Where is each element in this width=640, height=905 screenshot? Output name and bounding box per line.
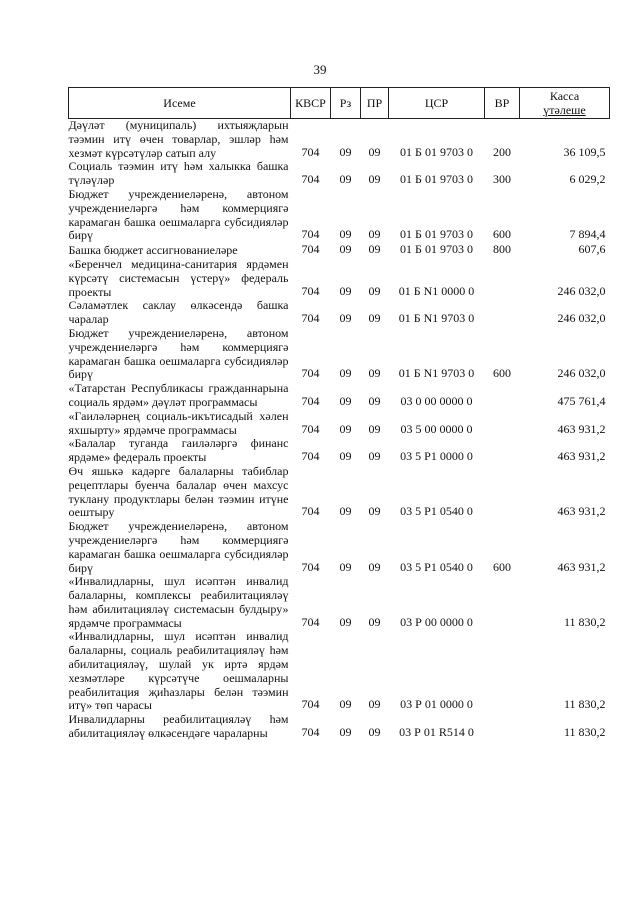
row-kassa: 463 931,2 — [557, 449, 606, 464]
row-pr: 09 — [368, 311, 381, 326]
row-pr: 09 — [368, 283, 381, 298]
row-kassa: 6 029,2 — [569, 172, 606, 187]
row-name: Өч яшькә кадәрге балаларны табиблар рецептлары буенча балалар өчен махсус туклану продуктлары белән тәэмин итүне оештыру — [68, 463, 289, 520]
row-rz: 09 — [339, 393, 352, 408]
row-kassa: 7 894,4 — [569, 227, 606, 242]
row-kvsr: 704 — [301, 144, 320, 159]
row-vr — [485, 465, 520, 520]
row-vr — [485, 410, 520, 438]
row-rz: 09 — [339, 283, 352, 298]
row-vr — [485, 437, 520, 465]
row-name: Башка бюджет ассигнованиеләре — [68, 243, 238, 258]
row-csr: 03 Р 01 0000 0 — [400, 697, 473, 712]
row-kvsr: 704 — [301, 227, 320, 242]
row-kvsr: 704 — [301, 725, 320, 740]
row-kassa: 246 032,0 — [557, 366, 606, 381]
row-vr — [485, 630, 520, 713]
row-csr: 01 Б 01 9703 0 — [400, 172, 473, 187]
row-kassa: 463 931,2 — [557, 421, 606, 436]
row-csr: 03 0 00 0000 0 — [400, 393, 473, 408]
header-name: Исеме — [69, 88, 291, 119]
table-row — [69, 160, 610, 188]
row-vr: 600 — [493, 227, 511, 242]
table-row — [69, 119, 610, 161]
row-pr: 09 — [368, 227, 381, 242]
row-kvsr: 704 — [301, 366, 320, 381]
row-pr: 09 — [368, 614, 381, 629]
row-csr: 01 Б 01 9703 0 — [400, 144, 473, 159]
row-pr: 09 — [368, 172, 381, 187]
table-row — [69, 630, 610, 713]
row-rz: 09 — [339, 421, 352, 436]
row-pr: 09 — [368, 697, 381, 712]
page-number: 39 — [313, 62, 327, 77]
row-pr: 09 — [368, 504, 381, 519]
row-kassa: 36 109,5 — [563, 144, 606, 159]
row-vr — [485, 382, 520, 410]
row-rz: 09 — [339, 227, 352, 242]
table-row — [69, 327, 610, 382]
row-name: Инвалидларны реабилитацияләү һәм абилитацияләү өлкәсендәге чараларны — [68, 712, 289, 741]
row-rz: 09 — [339, 504, 352, 519]
table-body — [69, 119, 610, 741]
row-kassa: 607,6 — [578, 242, 606, 257]
row-rz: 09 — [339, 614, 352, 629]
row-kvsr: 704 — [301, 283, 320, 298]
row-name: Дәүләт (муниципаль) ихтыяҗларын тәэмин итү өчен товарлар, эшләр һәм хезмәт күрсәтүләр сатып алу — [68, 118, 289, 160]
row-csr: 03 5 P1 0000 0 — [400, 449, 473, 464]
row-vr — [485, 299, 520, 327]
row-kassa: 11 830,2 — [563, 614, 606, 629]
table-row — [69, 465, 610, 520]
row-vr — [485, 258, 520, 299]
row-vr: 200 — [493, 144, 511, 159]
row-vr — [485, 713, 520, 741]
row-kassa: 246 032,0 — [557, 311, 606, 326]
row-kvsr: 704 — [301, 393, 320, 408]
row-pr: 09 — [368, 144, 381, 159]
row-csr: 01 Б 01 9703 0 — [400, 242, 473, 257]
row-name: «Балалар туганда гаиләләргә финанс ярдәме» федераль проекты — [68, 436, 289, 465]
row-rz: 09 — [339, 172, 352, 187]
row-name: Бюджет учреждениеләренә, автоном учреждениеләргә һәм коммерциягә карамаган башка оешмаларга субсидияләр бирү — [68, 186, 289, 243]
table-row — [69, 410, 610, 438]
row-csr: 03 Р 00 0000 0 — [400, 614, 473, 629]
row-vr: 600 — [493, 559, 511, 574]
row-csr: 01 Б 01 9703 0 — [400, 227, 473, 242]
table-row — [69, 437, 610, 465]
row-rz: 09 — [339, 725, 352, 740]
row-name: «Беренчел медицина-санитария ярдәмен күрсәтү системасын үстерү» федераль проекты — [68, 256, 289, 299]
row-kassa: 11 830,2 — [563, 697, 606, 712]
header-kvsr: КВСР — [291, 88, 331, 119]
row-kvsr: 704 — [301, 449, 320, 464]
row-name: «Гаиләләрнең социаль-икътисадый хәлен яхшырту» ярдәмче программасы — [68, 408, 289, 437]
row-kassa: 463 931,2 — [557, 504, 606, 519]
row-vr: 800 — [493, 242, 511, 257]
row-name: «Инвалидларны, шул исәптән инвалид балаларны, комплексы реабилитацияләү һәм абилитацияләү системасын булдыру» ярдәмче программасы — [68, 574, 289, 630]
row-vr — [485, 575, 520, 630]
row-vr: 600 — [493, 366, 511, 381]
row-kassa: 475 761,4 — [557, 393, 606, 408]
row-rz: 09 — [339, 697, 352, 712]
row-csr: 03 5 00 0000 0 — [400, 421, 473, 436]
row-pr: 09 — [368, 421, 381, 436]
row-rz: 09 — [339, 242, 352, 257]
row-kvsr: 704 — [301, 172, 320, 187]
row-kvsr: 704 — [301, 421, 320, 436]
row-kvsr: 704 — [301, 242, 320, 257]
row-rz: 09 — [339, 559, 352, 574]
row-kassa: 246 032,0 — [557, 283, 606, 298]
row-kvsr: 704 — [301, 504, 320, 519]
row-csr: 03 5 P1 0540 0 — [400, 559, 473, 574]
header-vr: ВР — [485, 88, 520, 119]
row-csr: 03 Р 01 R514 0 — [399, 725, 474, 740]
row-kvsr: 704 — [301, 697, 320, 712]
row-rz: 09 — [339, 311, 352, 326]
row-csr: 01 Б N1 9703 0 — [398, 366, 475, 381]
row-kvsr: 704 — [301, 311, 320, 326]
row-kvsr: 704 — [301, 559, 320, 574]
header-kassa-line2: үтәлеше — [543, 103, 586, 117]
table-row — [69, 382, 610, 410]
header-pr: ПР — [361, 88, 389, 119]
row-pr: 09 — [368, 725, 381, 740]
row-name: Сәламәтлек саклау өлкәсендә башка чаралар — [68, 298, 289, 327]
row-csr: 03 5 P1 0540 0 — [400, 504, 473, 519]
row-rz: 09 — [339, 144, 352, 159]
table-row — [69, 520, 610, 575]
row-rz: 09 — [339, 449, 352, 464]
row-csr: 01 Б N1 0000 0 — [398, 283, 475, 298]
row-name: Бюджет учреждениеләренә, автоном учреждениеләргә һәм коммерциягә карамаган башка оешмаларга субсидияләр бирү — [68, 519, 289, 575]
header-csr: ЦСР — [389, 88, 485, 119]
row-pr: 09 — [368, 449, 381, 464]
row-pr: 09 — [368, 559, 381, 574]
budget-table — [68, 87, 610, 741]
row-csr: 01 Б N1 9703 0 — [398, 311, 475, 326]
table-row — [69, 188, 610, 243]
row-kvsr: 704 — [301, 614, 320, 629]
row-pr: 09 — [368, 393, 381, 408]
row-pr: 09 — [368, 242, 381, 257]
table-row — [69, 299, 610, 327]
table-header — [69, 88, 610, 119]
table-row — [69, 243, 610, 258]
row-rz: 09 — [339, 366, 352, 381]
header-kassa-line1: Касса — [549, 89, 580, 103]
table-row — [69, 713, 610, 741]
header-kassa — [520, 88, 610, 119]
row-name: Бюджет учреждениеләренә, автоном учреждениеләргә һәм коммерциягә карамаган башка оешмаларга субсидияләр бирү — [68, 325, 289, 382]
row-kassa: 11 830,2 — [563, 725, 606, 740]
row-name: «Инвалидларны, шул исәптән инвалид балаларны, социаль реабилитацияләү һәм абилитацияләү, шулай ук иртә ярдәм хезмәтләре күрсәтүче оешмаларны реабилитация җиһазлары белән тәэмин итү» төп чарасы — [68, 629, 289, 713]
row-name: «Татарстан Республикасы гражданнарына социаль ярдәм» дәүләт программасы — [68, 381, 289, 409]
row-name: Социаль тәэмин итү һәм халыкка башка түләүләр — [68, 159, 289, 188]
header-rz: Рз — [331, 88, 361, 119]
table-row — [69, 258, 610, 299]
table-row — [69, 575, 610, 630]
row-kassa: 463 931,2 — [557, 559, 606, 574]
row-pr: 09 — [368, 366, 381, 381]
row-vr: 300 — [493, 172, 511, 187]
